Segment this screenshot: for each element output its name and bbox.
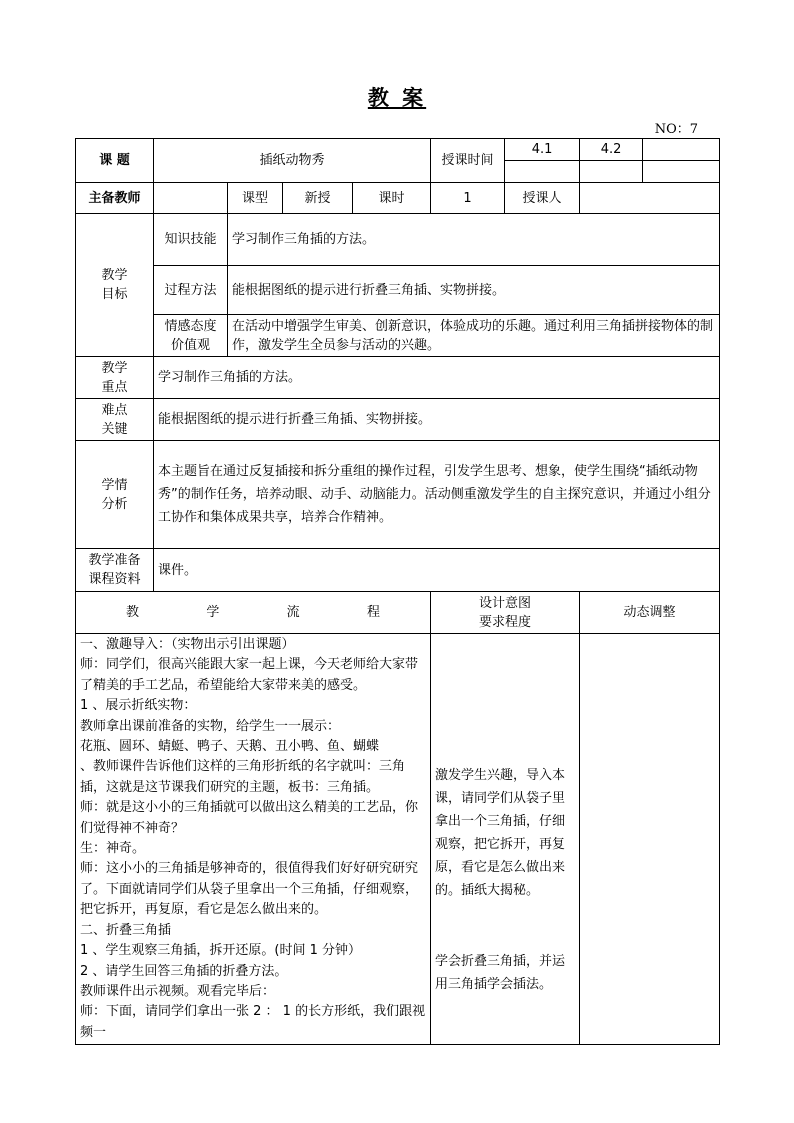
goal-row-emotion <box>76 315 720 357</box>
key-points-label-line1: 教学 <box>101 360 128 376</box>
flow-line: 师：就是这小小的三角插就可以做出这么精美的工艺品，你们觉得神不神奇？ <box>80 800 419 836</box>
difficulties-label-line2: 关键 <box>101 421 128 437</box>
key-points-label-line2: 重点 <box>101 379 128 395</box>
flow-line: 师：这小小的三角插是够神奇的，很值得我们好好研究研究了。下面就请同学们从袋子里拿出一个三角插，仔细观察，把它拆开，再复原，看它是怎么做出来的。 <box>80 861 419 918</box>
flow-line: 教师拿出课前准备的实物，给学生一一展示： <box>80 718 341 734</box>
flow-line: 一、激趣导入：（实物出示引出课题） <box>80 637 295 652</box>
flow-process-text <box>80 635 426 1043</box>
flow-line: 师：同学们，很高兴能跟大家一起上课，今天老师给大家带了精美的手工艺品，希望能给大家带来美的感受。 <box>80 657 419 693</box>
flow-intent-2: 学会折叠三角插，并运用三角插学会插法。 <box>435 953 566 992</box>
goal-emotion-text: 在活动中增强学生审美、创新意识，体验成功的乐趣。通过利用三角插拼接物体的制作，激发学生全员参与活动的兴趣。 <box>228 315 720 357</box>
flow-header-row <box>76 592 720 634</box>
flow-header-char-4: 程 <box>366 605 380 620</box>
preparation-label-line1: 教学准备 <box>88 553 141 568</box>
lesson-type-label: 课型 <box>228 183 283 214</box>
lesson-hours-label: 课时 <box>353 183 431 214</box>
difficulties-label <box>76 399 154 441</box>
goal-emotion-label-line1: 情感态度 <box>164 318 217 334</box>
flow-line: 2 、请学生回答三角插的折叠方法。 <box>80 963 288 979</box>
subject-row-top <box>76 139 720 161</box>
flow-header-design-line1: 设计意图 <box>479 595 532 611</box>
flow-header-design-line2: 要求程度 <box>479 614 532 630</box>
flow-header-char-3: 流 <box>286 605 300 620</box>
date-cell-1: 4.1 <box>505 139 580 161</box>
key-points-text: 学习制作三角插的方法。 <box>154 357 720 399</box>
goal-emotion-label-line2: 价值观 <box>170 337 210 353</box>
difficulties-row <box>76 399 720 441</box>
preparation-text: 课件。 <box>154 549 720 592</box>
document-title-text: 教 案 <box>367 85 427 110</box>
goal-row-knowledge <box>76 214 720 266</box>
lecturer-value <box>580 183 720 214</box>
flow-body-row <box>76 634 720 1045</box>
flow-adjust-cell <box>580 634 720 1045</box>
goal-process-label: 过程方法 <box>154 266 228 315</box>
lesson-hours-value: 1 <box>431 183 505 214</box>
flow-header-char-1: 教 <box>126 605 140 620</box>
analysis-label-line1: 学情 <box>101 477 128 493</box>
teaching-time-label: 授课时间 <box>431 139 505 183</box>
analysis-text: 本主题旨在通过反复插接和拆分重组的操作过程，引发学生思考、想象，使学生围绕“插纸动物秀”的制作任务，培养动眼、动手、动脑能力。活动侧重激发学生的自主探究意识，并通过小组分工协作和集体成果共享，培养合作精神。 <box>154 441 720 549</box>
date-cell-2: 4.2 <box>580 139 643 161</box>
flow-line: 二、折叠三角插 <box>80 922 172 938</box>
main-teacher-label: 主备教师 <box>76 183 154 214</box>
goal-emotion-label <box>154 315 228 357</box>
teacher-row <box>76 183 720 214</box>
document-number: NO：7 <box>654 122 698 137</box>
flow-header-char-2: 学 <box>206 605 220 620</box>
flow-line: 1 、学生观察三角插，拆开还原。(时间 1 分钟） <box>80 943 362 959</box>
analysis-row <box>76 441 720 549</box>
analysis-label-line2: 分析 <box>101 496 128 512</box>
lesson-type-value: 新授 <box>283 183 353 214</box>
flow-header-chars <box>126 603 380 622</box>
flow-intent-1: 激发学生兴趣，导入本课，请同学们从袋子里拿出一个三角插，仔细观察，把它拆开，再复原，看它是怎么做出来的。插纸大揭秘。 <box>435 767 566 898</box>
flow-line: 花瓶、圆环、蜻蜓、鸭子、天鹅、丑小鸭、鱼、蝴蝶 <box>80 739 380 755</box>
main-teacher-value <box>154 183 228 214</box>
goals-label <box>76 214 154 357</box>
goals-label-line2: 目标 <box>101 287 128 302</box>
goal-row-process <box>76 266 720 315</box>
lesson-plan-table <box>75 138 720 1045</box>
key-points-row <box>76 357 720 399</box>
flow-header-process <box>76 592 431 634</box>
goal-process-text: 能根据图纸的提示进行折叠三角插、实物拼接。 <box>228 266 720 315</box>
date-cell-6 <box>643 161 720 183</box>
preparation-label-line2: 课程资料 <box>88 572 141 587</box>
difficulties-text: 能根据图纸的提示进行折叠三角插、实物拼接。 <box>154 399 720 441</box>
subject-label: 课 题 <box>76 139 154 183</box>
flow-line: 师：下面，请同学们拿出一张 2 ： 1 的长方形纸，我们跟视频一 <box>80 1004 426 1040</box>
lesson-plan-form <box>75 138 719 1045</box>
goal-knowledge-text: 学习制作三角插的方法。 <box>228 214 720 266</box>
flow-intent-text <box>435 764 575 996</box>
flow-header-adjust: 动态调整 <box>580 592 720 634</box>
key-points-label <box>76 357 154 399</box>
flow-line: 1 、展示折纸实物： <box>80 698 197 714</box>
flow-line: 教师课件出示视频。观看完毕后： <box>80 983 276 999</box>
difficulties-label-line1: 难点 <box>101 402 128 418</box>
subject-value: 插纸动物秀 <box>154 139 431 183</box>
flow-line: 、教师课件告诉他们这样的三角形折纸的名字就叫：三角插，这就是这节课我们研究的主题，板书：三角插。 <box>80 759 406 795</box>
date-cell-3 <box>643 139 720 161</box>
document-title <box>0 82 794 112</box>
preparation-row <box>76 549 720 592</box>
flow-header-design <box>431 592 580 634</box>
flow-intent-cell <box>431 634 580 1045</box>
goals-label-line1: 教学 <box>101 268 128 283</box>
analysis-label <box>76 441 154 549</box>
date-cell-4 <box>505 161 580 183</box>
preparation-label <box>76 549 154 592</box>
date-cell-5 <box>580 161 643 183</box>
lecturer-label: 授课人 <box>505 183 580 214</box>
flow-process-cell <box>76 634 431 1045</box>
flow-line: 生：神奇。 <box>80 841 146 857</box>
goal-knowledge-label: 知识技能 <box>154 214 228 266</box>
